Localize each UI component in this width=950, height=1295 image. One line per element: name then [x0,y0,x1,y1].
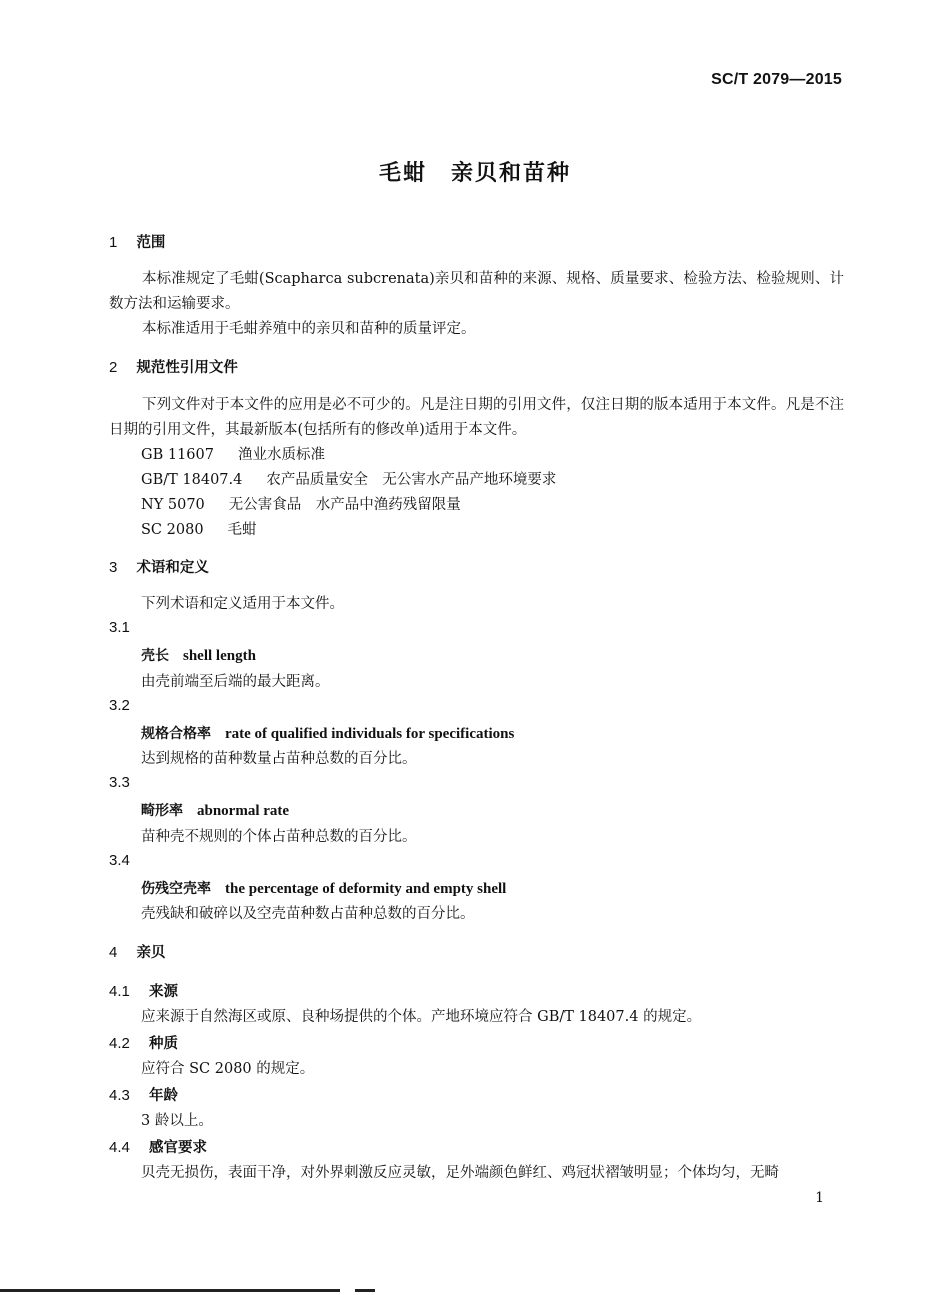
subsection-number: 4.3 [109,1087,130,1104]
reference-code: NY 5070 [141,497,205,513]
term-number: 3.4 [109,852,130,869]
section-number: 4 [109,944,118,961]
terms-intro: 下列术语和定义适用于本文件。 [141,596,344,612]
reference-title: 毛蚶 [227,522,257,538]
term-chinese: 畸形率 [141,803,183,819]
term-english: rate of qualified individuals for specifications [225,726,515,742]
section-title: 范围 [136,235,166,251]
term-number: 3.2 [109,697,130,714]
subsection-number: 4.4 [109,1139,130,1156]
term-english: shell length [183,648,256,664]
subsection-heading [109,980,178,1001]
section-2-heading [109,356,238,377]
subsection-number: 4.2 [109,1035,130,1052]
subsection-heading [109,1032,178,1053]
term-chinese: 伤残空壳率 [141,881,211,897]
page-number: 1 [815,1190,824,1206]
term-chinese: 壳长 [141,648,169,664]
term-definition: 由壳前端至后端的最大距离。 [141,674,330,690]
section-number: 3 [109,559,118,576]
term-definition: 苗种壳不规则的个体占苗种总数的百分比。 [141,829,417,845]
subsection-text: 应符合 SC 2080 的规定。 [141,1061,315,1077]
term-english: abnormal rate [197,803,290,819]
reference-code: SC 2080 [141,522,204,538]
term-heading [141,878,506,898]
scope-paragraph-1: 本标准规定了毛蚶(Scapharca subcrenata)亲贝和苗种的来源、规格、质量要求、检验方法、检验规则、计数方法和运输要求。 [109,271,844,312]
term-english: the percentage of deformity and empty shell [225,881,507,897]
section-title: 规范性引用文件 [136,360,238,376]
subsection-title: 年龄 [148,1088,178,1104]
subsection-title: 种质 [148,1036,178,1052]
term-number: 3.3 [109,774,130,791]
subsection-number: 4.1 [109,983,130,1000]
subsection-text: 应来源于自然海区或原、良种场提供的个体。产地环境应符合 GB/T 18407.4 的规定。 [141,1009,702,1025]
section-number: 1 [109,234,118,251]
reference-title: 无公害食品 水产品中渔药残留限量 [228,497,461,513]
normative-refs-paragraph: 下列文件对于本文件的应用是必不可少的。凡是注日期的引用文件，仅注日期的版本适用于本文件。凡是不注日期的引用文件，其最新版本(包括所有的修改单)适用于本文件。 [109,397,844,438]
standard-number: SC/T 2079—2015 [711,71,842,88]
term-definition: 壳残缺和破碎以及空壳苗种数占苗种总数的百分比。 [141,906,475,922]
subsection-heading [109,1084,178,1105]
subsection-text: 3 龄以上。 [141,1113,213,1129]
term-heading [141,800,289,820]
reference-item [141,443,325,464]
section-number: 2 [109,359,118,376]
term-heading [141,645,256,665]
document-title: 毛蚶 亲贝和苗种 [378,161,571,186]
section-4-heading [109,941,165,962]
subsection-title: 感官要求 [148,1140,207,1156]
reference-title: 农产品质量安全 无公害水产品产地环境要求 [266,472,557,488]
reference-item [141,493,461,514]
reference-title: 渔业水质标准 [237,447,325,463]
bottom-edge-line [355,1289,375,1292]
reference-code: GB/T 18407.4 [141,472,243,488]
section-title: 术语和定义 [136,560,209,576]
subsection-text: 贝壳无损伤，表面干净，对外界刺激反应灵敏，足外端颜色鲜红、鸡冠状褶皱明显；个体均匀，无畸 [141,1165,779,1181]
term-heading [141,723,514,743]
term-chinese: 规格合格率 [141,726,211,742]
section-title: 亲贝 [136,945,166,961]
scope-paragraph-2: 本标准适用于毛蚶养殖中的亲贝和苗种的质量评定。 [142,321,476,337]
section-3-heading [109,556,209,577]
subsection-title: 来源 [148,984,178,1000]
bottom-edge-line [0,1289,340,1292]
term-number: 3.1 [109,619,130,636]
section-1-heading [109,231,165,252]
reference-item [141,518,257,539]
subsection-heading [109,1136,207,1157]
term-definition: 达到规格的苗种数量占苗种总数的百分比。 [141,751,417,767]
reference-item [141,468,556,489]
reference-code: GB 11607 [141,447,214,463]
